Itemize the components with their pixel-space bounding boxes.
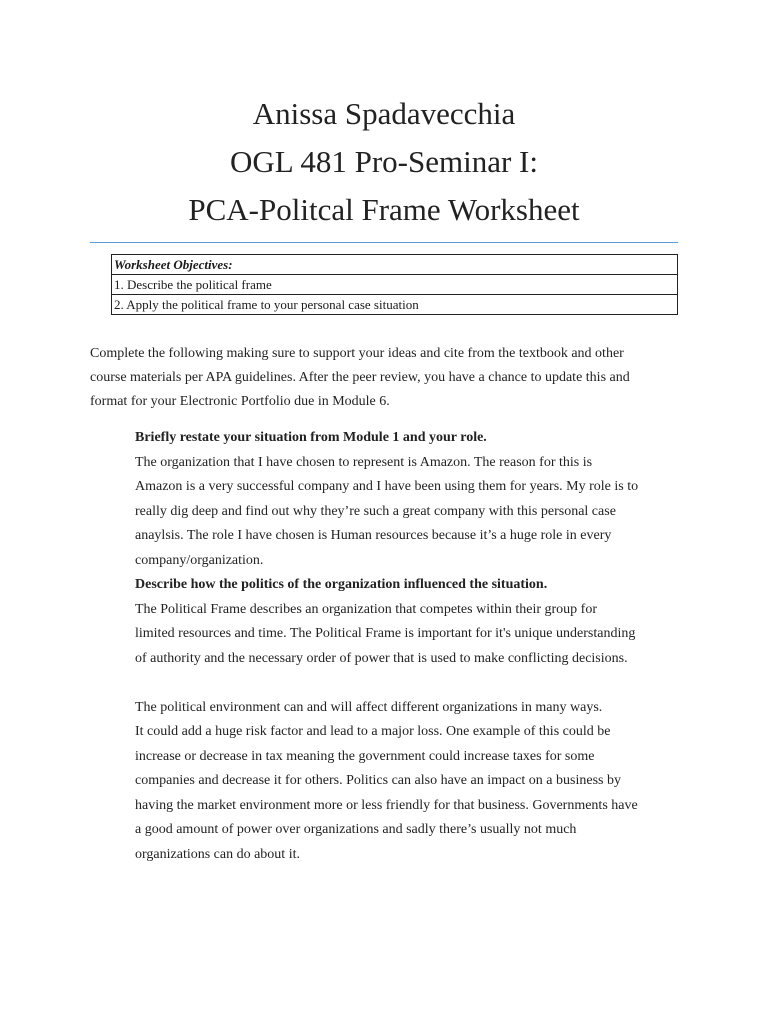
question-situation: Briefly restate your situation from Module 1 and your role. (135, 430, 487, 445)
paragraph-spacer (135, 671, 685, 696)
answer-line: The political environment can and will affect different organizations in many ways. (135, 699, 603, 715)
course-title: OGL 481 Pro-Seminar I: (230, 144, 538, 179)
answer-line: organizations can do about it. (135, 846, 300, 862)
answer-line: The Political Frame describes an organization that competes within their group for (135, 601, 597, 617)
answer-line: having the market environment more or less friendly for that business. Governments have (135, 797, 638, 813)
objectives-table (111, 254, 678, 315)
worksheet-title: PCA-Politcal Frame Worksheet (188, 192, 580, 227)
document-title-block (0, 90, 768, 234)
answer-line: The organization that I have chosen to represent is Amazon. The reason for this is (135, 454, 593, 470)
answer-line: a good amount of power over organizations and sadly there’s usually not much (135, 822, 577, 837)
title-divider (90, 242, 678, 243)
worksheet-body (135, 426, 685, 867)
objective-item: 1. Describe the political frame (112, 275, 677, 295)
answer-line: increase or decrease in tax meaning the government could increase taxes for some (135, 748, 595, 764)
answer-line: limited resources and time. The Political Frame is important for it's unique understanding (135, 626, 636, 641)
instructions-line: course materials per APA guidelines. After the peer review, you have a chance to update this and (90, 370, 630, 385)
instructions-line: Complete the following making sure to support your ideas and cite from the textbook and other (90, 346, 624, 361)
instructions-line: format for your Electronic Portfolio due in Module 6. (90, 394, 390, 409)
answer-line: It could add a huge risk factor and lead to a major loss. One example of this could be (135, 724, 611, 739)
answer-line: Amazon is a very successful company and I have been using them for years. My role is to (135, 479, 639, 494)
objective-item: 2. Apply the political frame to your personal case situation (114, 297, 419, 312)
question-politics: Describe how the politics of the organization influenced the situation. (135, 577, 548, 592)
objectives-heading: Worksheet Objectives: (112, 255, 677, 275)
answer-line: anaylsis. The role I have chosen is Human resources because it’s a huge role in every (135, 528, 612, 543)
answer-line: of authority and the necessary order of power that is used to make conflicting decisions. (135, 650, 628, 666)
answer-line: company/organization. (135, 552, 264, 568)
answer-line: really dig deep and find out why they’re such a great company with this personal case (135, 503, 616, 519)
author-name: Anissa Spadavecchia (252, 96, 516, 131)
instructions-paragraph (90, 342, 680, 414)
answer-line: companies and decrease it for others. Politics can also have an impact on a business by (135, 773, 621, 788)
